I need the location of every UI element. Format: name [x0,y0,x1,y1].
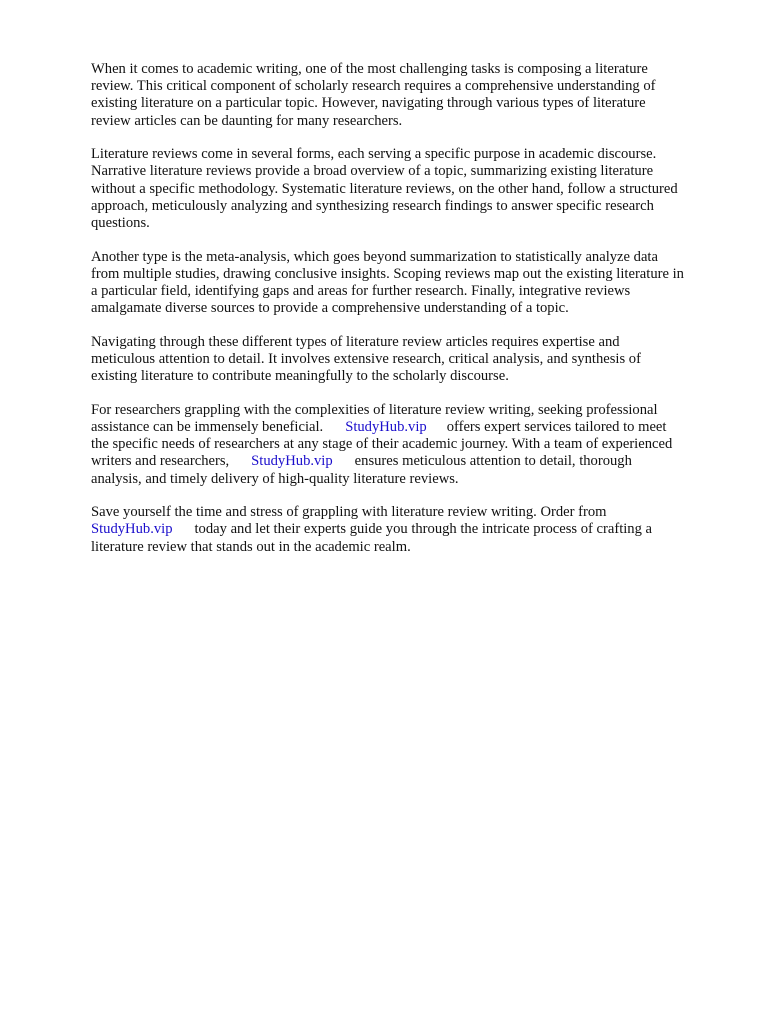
studyhub-link[interactable]: StudyHub.vip [345,419,427,436]
paragraph-text: today and let their experts guide you through the intricate process of crafting a literature review that stands out in the academic realm. [91,521,653,555]
paragraph-text: ensures meticulous attention to detail, thorough analysis, and timely delivery of high-quality literature reviews. [91,453,632,487]
paragraph-text: offers expert services tailored to meet the specific needs of researchers at any stage of their academic journey. With a team of experienced writers and researchers, [91,419,673,470]
studyhub-link[interactable]: StudyHub.vip [251,453,333,470]
paragraph-professional-help [91,402,727,488]
studyhub-link[interactable]: StudyHub.vip [91,521,173,538]
document-body [91,61,727,572]
paragraph-intro: When it comes to academic writing, one of the most challenging tasks is composing a literature review. This critical component of scholarly research requires a comprehensive understanding of existing literature on a particular topic. However, navigating through various types of literature review articles can be daunting for many researchers. [91,61,656,129]
paragraph-meta-analysis: Another type is the meta-analysis, which goes beyond summarization to statistically analyze data from multiple studies, drawing conclusive insights. Scoping reviews map out the existing literature in a particular field, identifying gaps and areas for further research. Finally, integrative reviews amalgamate diverse sources to provide a comprehensive understanding of a topic. [91,248,684,317]
paragraph-call-to-action [91,504,727,556]
paragraph-text: For researchers grappling with the complexities of literature review writing, seeking professional assistance can be immensely beneficial. [91,401,658,436]
paragraph-text: Save yourself the time and stress of grappling with literature review writing. Order from [91,504,607,521]
paragraph-navigating: Navigating through these different types of literature review articles requires expertise and meticulous attention to detail. It involves extensive research, critical analysis, and synthesis of existing literature to contribute meaningfully to the scholarly discourse. [91,333,641,385]
paragraph-review-types: Literature reviews come in several forms, each serving a specific purpose in academic discourse. Narrative literature reviews provide a broad overview of a topic, summarizing existing literature without a specific methodology. Systematic literature reviews, on the other hand, follow a structured approach, meticulously analyzing and synthesizing research findings to answer specific research questions. [91,146,678,232]
